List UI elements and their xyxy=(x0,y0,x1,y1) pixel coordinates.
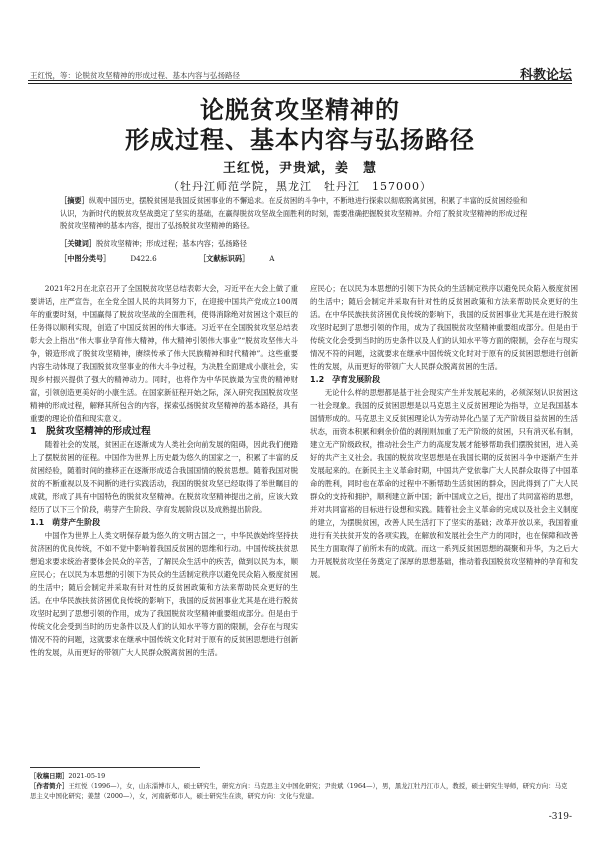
section-name: 科教论坛 xyxy=(519,68,572,83)
author-info-text: 王红悦（1996—），女，山东淄博市人，硕士研究生，研究方向：马克思主义中国化研究；尹贵斌（1964—），男，黑龙江牡丹江市人，教授，硕士研究生导师，研究方向：马克思主义中国化研究；姜慧（2000—），女，河南新郑市人，硕士研究生在读，研究方向：文化与党建。 xyxy=(30,782,568,800)
paragraph-intro: 2021年2月在北京召开了全国脱贫攻坚总结表彰大会，习近平在大会上做了重要讲话，庄严宣告，在全党全国人民的共同努力下，在迎接中国共产党成立100周年的重要时刻，中国赢得了脱贫攻坚战的全面胜利，使得消除绝对贫困这个艰巨的任务得以顺利实现，创造了中国反贫困的伟大事迹。习近平在全国脱贫攻坚总结表彰大会上指出“伟大事业孕育伟大精神，伟大精神引领伟大事业”“脱贫攻坚伟大斗争，锻造形成了脱贫攻坚精神，赓续传承了伟大民族精神和时代精神”。这些重要内容生动体现了我国脱贫攻坚事业的伟大斗争过程，为决胜全面建成小康社会，实现乡村振兴提供了强大的精神动力。同时，也将作为中华民族最为宝贵的精神财富，引领创造更美好的小康生活。在国家新征程开始之际，深入研究我国脱贫攻坚精神的形成过程，解释其所包含的内容，探索弘扬脱贫攻坚精神的基本路径，具有重要的理论价值和现实意义。 xyxy=(30,284,298,423)
class-label: ［中图分类号］ xyxy=(60,254,111,263)
article-title-line1: 论脱贫攻坚精神的 xyxy=(200,96,400,124)
keywords-text: 脱贫攻坚精神；形成过程；基本内容；弘扬路径 xyxy=(95,239,247,248)
keywords xyxy=(60,238,530,251)
subsection-heading-1-1: 1.1 萌芽产生阶段 xyxy=(30,518,101,527)
abstract-text: 纵观中国历史，摆脱贫困是我国反贫困事业的不懈追求。在反贫困的斗争中，不断地进行探索以彻底脱离贫困，积累了丰富的反贫困经验和认识，为新时代的脱贫攻坚战奠定了坚实的基础，在赢得脱贫攻坚战全面胜利的时刻，需要准确把握脱贫攻坚精神。介绍了脱贫攻坚精神的形成过程脱贫攻坚精神的基本内容，提出了弘扬脱贫攻坚精神的路径。 xyxy=(60,196,528,230)
doc-code-value: A xyxy=(269,254,275,263)
affiliation: （牡丹江师范学院，黑龙江 牡丹江 157000） xyxy=(168,180,432,193)
classification-row xyxy=(60,253,530,266)
footnote-received xyxy=(30,771,570,781)
header-rule-thin xyxy=(28,83,572,84)
article-title-line2: 形成过程、基本内容与弘扬路径 xyxy=(125,126,475,154)
class-value: D422.6 xyxy=(130,254,157,263)
paragraph-1-1-continued: 应民心；在以民为本思想的引领下为民众的生活制定秩序以避免民众陷入极度贫困的生活中；随后会制定并采取有针对性的反贫困政策和方法来帮助民众更好的生活。在中华民族扶贫济困优良传统的影响下，我国的反贫困事业尤其是在进行脱贫攻坚时起到了思想引领的作用，成为了我国脱贫攻坚精神重要组成部分。但是由于传统文化会受到当时的历史条件以及人们的认知水平等方面的限制，会存在与现实情况不符的问题，这就要求在继承中国传统文化时对于原有的反贫困思想进行创新性的发展，从而更好的带领广大人民群众脱离贫困的生活。 xyxy=(310,284,578,371)
paragraph-section1: 随着社会的发展，贫困正在逐渐成为人类社会向前发展的阻碍，因此我们便踏上了摆脱贫困的征程。中国作为世界上历史最为悠久的国家之一，积累了丰富的反贫困经验，随着时间的推移正在逐渐形成适合我国国情的脱贫思想。随着我国对脱贫的不断重视以及不间断的进行实践活动，我国的脱贫攻坚已经取得了举世瞩目的成就，形成了具有中国特色的脱贫攻坚精神。在脱贫攻坚精神提出之前，应该大致经历了以下三个阶段，萌芽产生阶段、孕育发展阶段以及成熟提出阶段。 xyxy=(30,440,298,514)
body-column-right xyxy=(310,282,578,581)
page-number: -319- xyxy=(548,812,572,822)
abstract xyxy=(60,195,530,233)
body-column-left xyxy=(30,282,298,657)
subsection-heading-1-2: 1.2 孕育发展阶段 xyxy=(310,375,381,384)
paragraph-1-1: 中国作为世界上人类文明保存最为悠久的文明古国之一，中华民族始终坚持扶贫济困的优良传统，不如不觉中影响着我国反贫困的思维和行动。中国传统扶贫思想追求要求统治者要体会民众的辛苦，了解民众生活中的疾苦，做到以民为本，顺应民心；在以民为本思想的引领下为民众的生活制定秩序以避免民众陷入极度贫困的生活中；随后会制定并采取有针对性的反贫困政策和方法来帮助民众更好的生活。在中华民族扶贫济困优良传统的影响下，我国的反贫困事业尤其是在进行脱贫攻坚时起到了思想引领的作用，成为了我国脱贫攻坚精神重要组成部分。但是由于传统文化会受到当时的历史条件以及人们的认知水平等方面的限制，会存在与现实情况不符的问题，这就要求在继承中国传统文化时对于原有的反贫困思想进行创新性的发展，从而更好的带领广大人民群众脱离贫困的生活。 xyxy=(30,531,298,657)
abstract-label: ［摘要］ xyxy=(60,196,89,205)
doc-code-label: ［文献标识码］ xyxy=(198,254,250,263)
footnote-rule xyxy=(30,767,200,768)
section-heading-1: 1 脱贫攻坚精神的形成过程 xyxy=(30,426,151,437)
footnote-authors xyxy=(30,781,570,801)
keywords-label: ［关键词］ xyxy=(60,239,96,248)
received-date: 2021-05-19 xyxy=(68,772,106,780)
paragraph-1-2: 无论什么样的思想都是基于社会现实产生并发展起来的，必须深刻认识贫困这一社会现象。我国的反贫困思想是以马克思主义反贫困理论为指导，立足我国基本国情形成的。马克思主义反贫困理论认为劳动异化凸显了无产阶级目益贫困的生活状态，而资本积累和剩余价值的剥削则加重了无产阶级的贫困，只有消灭私有制，建立无产阶级政权，推动社会生产力的高度发展才能够帮助我们摆脱贫困，进入美好的共产主义社会。我国的脱贫攻坚思想是在我国长期的反贫困斗争中逐渐产生并发展起来的。在新民主主义革命时期，中国共产党依靠广大人民群众取得了中国革命的胜利，同时也在革命的过程中不断帮助生活贫困的群众，因此得到了广大人民群众的支持和拥护，顺利建立新中国；新中国成立之后，提出了共同富裕的思想，并对共同富裕的目标进行设想和实践。随着社会主义革命的完成以及社会主义制度的建立，为摆脱贫困，改善人民生活打下了坚实的基础；改革开放以来，我国着重进行有关扶贫开发的各项实践，在解放和发展社会生产力的同时，也在保障和改善民生方面取得了前所未有的成就。而这一系列反贫困思想的凝聚和升华，为之后大力开展脱贫攻坚任务奠定了深厚的思想基础，推动着我国脱贫攻坚精神的孕育和发展。 xyxy=(310,388,578,579)
author-info-label: ［作者简介］ xyxy=(30,782,69,790)
author-list: 王红悦，尹贵斌，姜 慧 xyxy=(222,161,377,176)
header-rule xyxy=(28,80,572,81)
running-head: 王红悦，等：论脱贫攻坚精神的形成过程、基本内容与弘扬路径 xyxy=(30,71,240,80)
received-label: ［收稿日期］ xyxy=(30,772,69,780)
